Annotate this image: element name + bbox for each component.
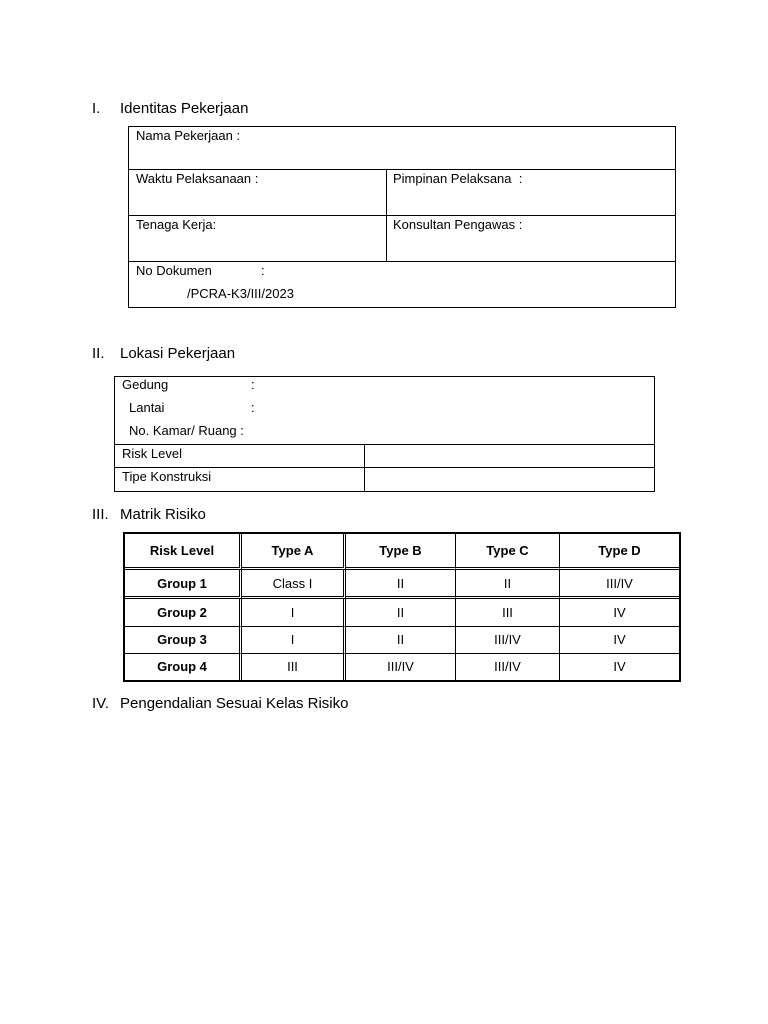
no-dokumen-value: /PCRA-K3/III/2023 [187, 286, 294, 301]
pimpinan-pelaksana-label: Pimpinan Pelaksana : [393, 171, 523, 186]
matrix-cell: II [346, 599, 456, 626]
section-number: IV. [92, 695, 109, 712]
matrix-header-cell: Type A [242, 534, 346, 570]
matrix-cell: II [346, 570, 456, 599]
row-divider [128, 261, 676, 262]
no-dokumen-colon: : [261, 263, 265, 278]
kamar-ruang-label: No. Kamar/ Ruang : [129, 423, 244, 438]
matrix-cell: IV [560, 599, 679, 626]
matrix-cell: IV [613, 659, 626, 675]
section-number: I. [92, 100, 101, 117]
matrix-cell: II [456, 570, 560, 599]
matrix-cell: III/IV [560, 570, 679, 599]
matrix-cell: III/IV [456, 627, 560, 654]
row-divider [128, 169, 676, 170]
matrix-cell: I [242, 599, 346, 626]
konsultan-pengawas-label: Konsultan Pengawas : [393, 217, 523, 232]
section-2-heading [92, 345, 235, 362]
row-divider [128, 215, 676, 216]
matrix-cell: Class I [242, 570, 346, 599]
matrix-row-head: Group 2 [125, 599, 242, 626]
no-dokumen-label: No Dokumen [136, 263, 212, 278]
tenaga-kerja-label: Tenaga Kerja: [136, 217, 217, 232]
section-title: Identitas Pekerjaan [120, 100, 249, 117]
section-number: II. [92, 345, 105, 362]
row-divider [114, 467, 655, 468]
row-divider [114, 444, 655, 445]
matrix-row [125, 570, 679, 599]
matrix-row [125, 627, 679, 654]
matrix-cell: III [242, 654, 346, 680]
matrix-row [125, 654, 679, 680]
lantai-colon: : [251, 400, 255, 415]
matrix-cell: III/IV [346, 654, 456, 680]
matrix-cell: II [346, 627, 456, 654]
column-divider [386, 169, 387, 262]
section-3-heading [92, 506, 206, 523]
matrix-row-head: Group 3 [125, 627, 242, 654]
risk-level-label: Risk Level [122, 446, 182, 461]
lantai-label: Lantai [129, 400, 165, 415]
tipe-konstruksi-label: Tipe Konstruksi [122, 469, 212, 484]
gedung-colon: : [251, 377, 255, 392]
matrix-header-row [125, 534, 679, 570]
matrix-header-cell: Type B [346, 534, 456, 570]
matrix-cell: III/IV [456, 654, 560, 680]
matrix-header-cell: Type D [560, 534, 679, 570]
section-number: III. [92, 506, 109, 523]
gedung-label: Gedung [122, 377, 169, 392]
section-1-heading [92, 100, 248, 117]
matrix-row-head: Group 4 [125, 654, 242, 680]
section-title: Pengendalian Sesuai Kelas Risiko [120, 695, 349, 712]
waktu-pelaksanaan-label: Waktu Pelaksanaan : [136, 171, 259, 186]
matrix-row [125, 599, 679, 626]
matrix-cell: I [242, 627, 346, 654]
column-divider [364, 444, 365, 492]
section-title: Lokasi Pekerjaan [120, 345, 236, 362]
section-title: Matrik Risiko [120, 506, 206, 523]
matrix-header-cell: Type C [456, 534, 560, 570]
matrix-cell: III [456, 599, 560, 626]
matrix-cell: IV [560, 627, 679, 654]
risk-matrix-table [123, 532, 681, 682]
matrix-header-cell: Risk Level [125, 534, 242, 570]
nama-pekerjaan-label: Nama Pekerjaan : [136, 128, 241, 143]
matrix-row-head: Group 1 [125, 570, 242, 599]
section-4-heading [92, 695, 348, 712]
